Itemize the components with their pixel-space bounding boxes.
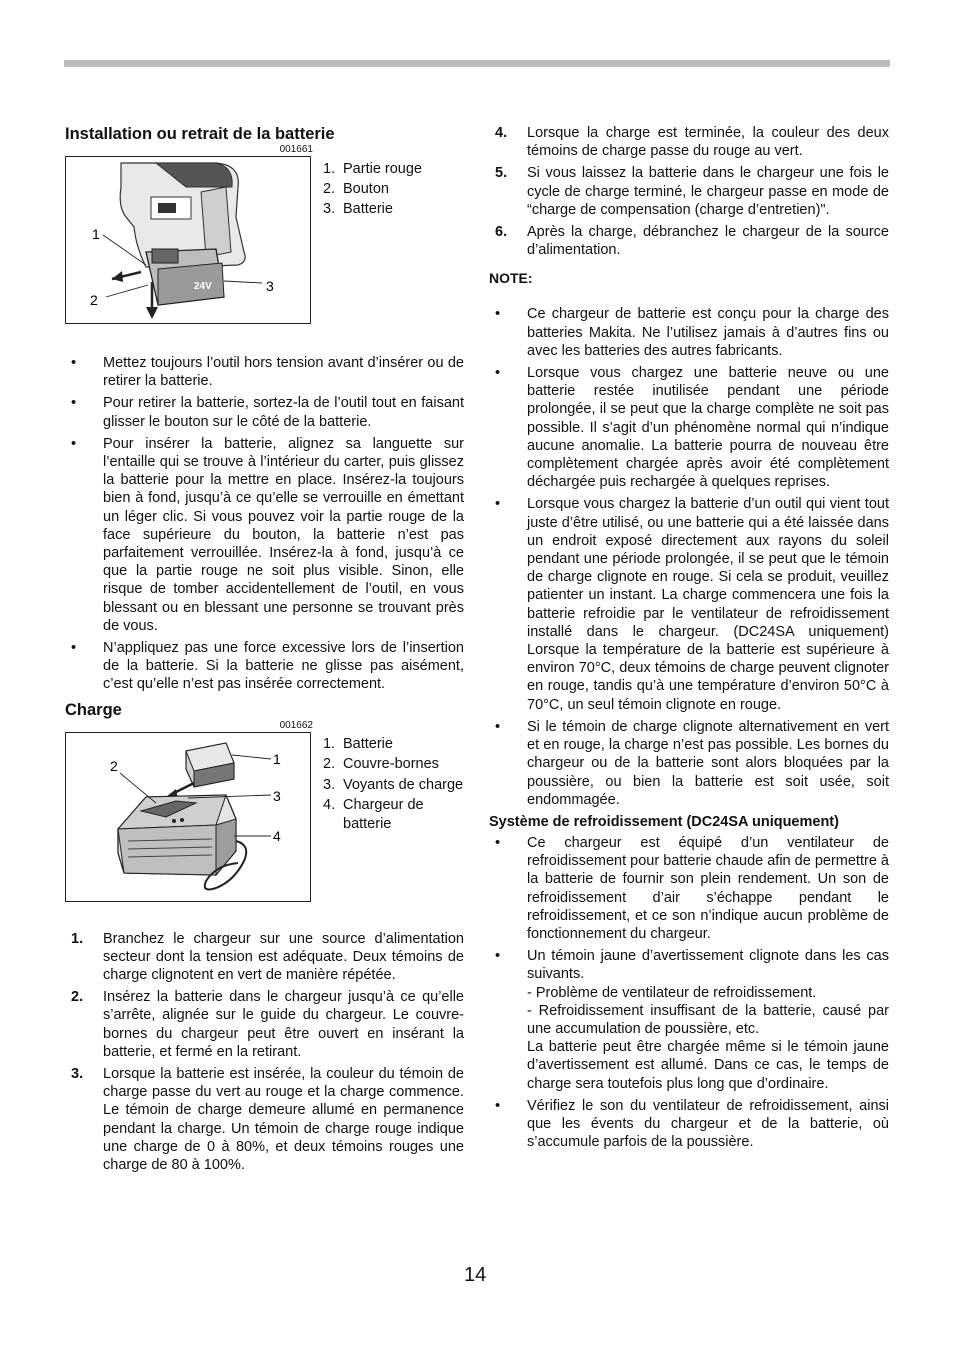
figure-box-tool-battery (65, 156, 311, 324)
callout-2: 2 (110, 757, 118, 774)
list-item: • Ce chargeur de batterie est conçu pour la charge des batteries Makita. Ne l’utilisez jamais à d’autres fins ou avec les batteries des autres fabricants. (495, 306, 889, 359)
figure-code: 001662 (279, 719, 313, 731)
list-item: • N’appliquez pas une force excessive lors de l’insertion de la batterie. Si la batterie ne glisse pas aisément, c’est qu’elle n’est pas insérée correctement. (71, 640, 464, 693)
list-item: • Lorsque vous chargez une batterie neuve ou une batterie restée inutilisée pendant une période prolongée, il se peut que la charge complète ne soit pas possible. Il s’agit d’un phénomène normal qui n’indique aucune anomalie. La batterie pourra de nouveau être complètement chargée après avoir été complètement déchargée puis rechargée à quelques reprises. (495, 365, 889, 491)
section-title-installation: Installation ou retrait de la batterie (65, 125, 335, 143)
figure-code: 001661 (279, 144, 313, 155)
figure-charge (65, 732, 464, 902)
legend-item: 4. Chargeur de batterie (323, 797, 424, 832)
callout-3: 3 (266, 278, 274, 294)
figure-legend (323, 735, 464, 902)
legend-item: 1. Partie rouge (323, 161, 422, 177)
cooling-title: Système de refroidissement (DC24SA uniquement) (489, 813, 839, 830)
list-item: • Vérifiez le son du ventilateur de refroidissement, ainsi que les évents du chargeur et de la batterie, où s’accumule parfois de la poussière. (495, 1097, 889, 1151)
list-item: • Mettez toujours l’outil hors tension avant d’insérer ou de retirer la batterie. (71, 355, 464, 390)
installation-bullets (65, 354, 464, 694)
drill-battery-illustration (66, 157, 310, 323)
step-item: 3. Lorsque la batterie est insérée, la couleur du témoin de charge passe du vert au rouge et la charge commence. Le témoin de charge demeure allumé en permanence pendant la charge. Un témoin de charge rouge indique une charge de 0 à 80%, et deux témoins rouges une charge de 80 à 100%. (71, 1066, 464, 1174)
callout-2: 2 (90, 292, 98, 308)
legend-item: 1. Batterie (323, 735, 393, 752)
list-item: • Un témoin jaune d’avertissement clignote dans les cas suivants. - Problème de ventilateur de refroidissement. - Refroidissement insuffisant de la batterie, causé par une accumulation de poussière, etc. La batterie peut être chargée même si le témoin jaune d’avertissement est allumé. Dans ce cas, le temps de charge sera toutefois plus long que d’ordinaire. (495, 948, 889, 1092)
legend-item: 2. Couvre-bornes (323, 756, 439, 773)
legend-item: 3. Batterie (323, 201, 393, 217)
list-item: • Lorsque vous chargez la batterie d’un outil qui vient tout juste d’être utilisé, ou une batterie qui a été laissée dans un endroit exposé directement aux rayons du soleil pendant une période prolongée, il se peut que le témoin de charge clignote en rouge. Si cela se produit, veuillez patienter un instant. La charge commencera une fois la batterie refroidie par le ventilateur de refroidissement installé dans le chargeur. (DC24SA uniquement) Lorsque la température de la batterie est supérieure à environ 70°C, deux témoins de charge peuvent clignoter en rouge, tandis qu’à une température d’environ 50°C à 70°C, un seul témoin clignote en rouge. (495, 496, 889, 713)
step-item: 4. Lorsque la charge est terminée, la couleur des deux témoins de charge passe du rouge au vert. (495, 125, 889, 160)
page-number: 14 (464, 1264, 487, 1286)
note-bullets (489, 305, 889, 808)
figure-legend (323, 159, 422, 324)
legend-item: 2. Bouton (323, 181, 389, 197)
list-item: • Si le témoin de charge clignote alternativement en vert et en rouge, la charge n’est pas possible. Les bornes du chargeur ou de la batterie sont alors bloquées par la poussière, ou bien la batterie est soit usée, soit endommagée. (495, 718, 889, 808)
charge-steps (65, 930, 464, 1175)
callout-1: 1 (92, 226, 100, 242)
callout-1: 1 (273, 750, 281, 767)
callout-4: 4 (273, 827, 281, 844)
figure-box-charger (65, 732, 311, 902)
list-item: • Pour retirer la batterie, sortez-la de l’outil tout en faisant glisser le bouton sur le côté de la batterie. (71, 395, 464, 430)
header-rule (64, 60, 890, 67)
step-item: 6. Après la charge, débranchez le chargeur de la source d’alimentation. (495, 224, 889, 259)
step-item: 1. Branchez le chargeur sur une source d’alimentation secteur dont la tension est adéquate. Deux témoins de charge clignotent en vert de manière répétée. (71, 930, 464, 984)
step-item: 2. Insérez la batterie dans le chargeur jusqu’à ce qu’elle s’arrête, alignée sur le guide du chargeur. Le couvre-bornes du chargeur peut être ouvert en insérant la batterie, et fermé en la retirant. (71, 989, 464, 1060)
right-column (489, 124, 889, 1155)
legend-item: 3. Voyants de charge (323, 776, 464, 793)
step-item: 5. Si vous laissez la batterie dans le chargeur une fois le cycle de charge terminé, le chargeur passe en mode de “charge de compensation (charge d’entretien)". (495, 165, 889, 218)
section-title-charge: Charge (65, 700, 122, 719)
note-label: NOTE: (489, 270, 533, 287)
list-item: • Ce chargeur est équipé d’un ventilateur de refroidissement pour batterie chaude afin de permettre à la batterie de fournir son plein rendement. Un son de refroidissement d’air s’échappe pendant le refroidissement, et ce son n’indique aucun problème de fonctionnement du chargeur. (495, 834, 889, 942)
battery-badge: 24V (194, 281, 212, 292)
charger-illustration (66, 733, 310, 901)
charge-steps-continued (489, 124, 889, 259)
cooling-bullets (489, 834, 889, 1151)
callout-3: 3 (273, 787, 281, 804)
figure-installation (65, 156, 464, 324)
list-item: • Pour insérer la batterie, alignez sa languette sur l’entaille qui se trouve à l’intérieur du carter, puis glissez la batterie pour la mettre en place. Insérez-la toujours bien à fond, jusqu’à ce qu’elle se verrouille en émettant un léger clic. Si vous pouvez voir la partie rouge de la face supérieure du bouton, la batterie n’est pas parfaitement verrouillée. Insérez-la à fond, jusqu’à ce que la partie rouge ne soit plus visible. Sinon, elle risque de tomber accidentellement de l’outil, en vous blessant ou en blessant une personne se trouvant près de vous. (71, 435, 464, 634)
left-column (65, 124, 464, 1178)
